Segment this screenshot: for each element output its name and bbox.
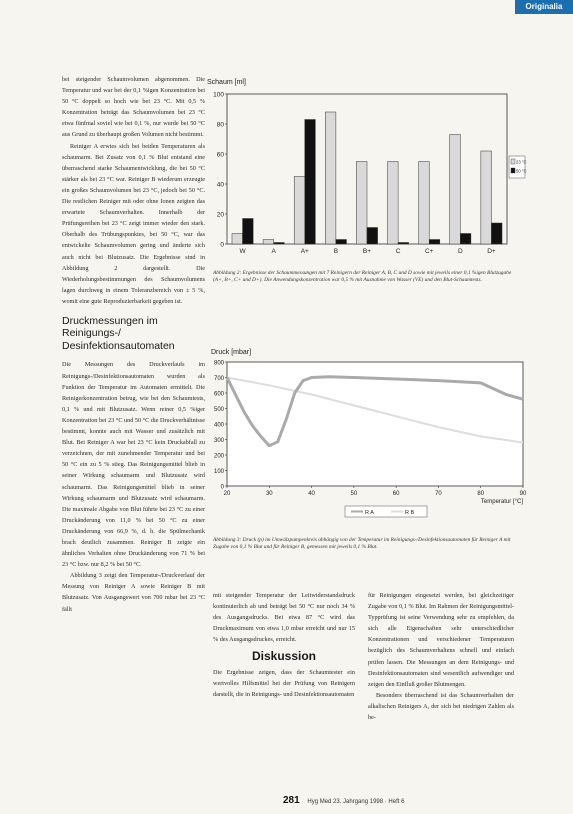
paragraph: bei steigender Schaumvolumen abgenommen. Die Temperatur und war bei der 0,1 %igen Konzentration bei 50 °C doppelt so hoch wie bei 23 °C. Mit 0,5 % Konzentration beträgt das Schaumvolumen bei 23 °C etwa fünfmal soviel wie bei 0,1 %, nur wurde bei 50 °C aus Grund zu überhaupt großen Volumen nicht bestimmt. [62, 76, 205, 139]
bar [419, 162, 430, 245]
bar [491, 223, 502, 244]
bar [429, 240, 440, 245]
x-tick-label: B+ [362, 248, 372, 255]
y-tick-label: 700 [213, 376, 224, 382]
figure-2-caption: Abbildung 2: Ergebnisse der Schaummessungen mit 7 Reinigern der Reiniger A, B, C und D sowie mit jeweils einer 0,1 %igen Blutzugabe (A+, B+, C+ und D+). Die Anwendungskonzentration war 0,5 % mit Ausnahme von Wasser (VE) und den Blut-Schaumtests. [213, 270, 512, 283]
bar [336, 240, 347, 245]
x-tick-label: B [333, 248, 339, 255]
x-axis-label: Temperatur [°C] [480, 499, 523, 505]
y-tick-label: 80 [216, 121, 224, 129]
legend-label: R B [405, 510, 415, 516]
bar [232, 234, 243, 245]
paragraph: Abbildung 3 zeigt den Temperatur-/Druckverlauf der Messung von Reiniger A sowie Reiniger B mit Blutzusatz. Von Ausgangswert von 700 mbar bei 23 °C fällt [62, 572, 205, 613]
paragraph: für Reinigungen eingesetzt werden, bei gleichzeitiger Zugabe von 0,1 % Blut. Im Rahmen der Reinigungsmittel-Typprüfung ist seine Verwendung sehr zu empfehlen, da sich alle Eigenschaften sehr unterschiedlicher Konzentrationen und verschiedener Temperaturen bezüglich des Schaumverhaltens schnell und einfach prüfen lassen. Die Messungen an dem Reinigungs- und Desinfektionsautomaten sind wesentlich aufwendiger und zeigen den Einfluß großer Blutmengen. [368, 592, 514, 688]
pressure-line-chart [205, 338, 535, 534]
x-tick-label: W [239, 248, 246, 255]
section-heading: Druckmessungen im Reinigungs-/ Desinfektionsautomaten [62, 314, 175, 352]
legend-label: 23 °C [516, 159, 527, 165]
x-tick-label: 60 [392, 491, 400, 497]
column-right [368, 590, 514, 723]
y-tick-label: 0 [220, 241, 224, 249]
bar [294, 177, 305, 245]
legend-swatch [511, 168, 515, 173]
plot-frame [227, 362, 523, 486]
bar [398, 243, 409, 245]
discussion-heading: Diskussion [251, 649, 317, 664]
x-tick-label: C [395, 248, 401, 255]
y-tick-label: 40 [216, 181, 224, 189]
y-tick-label: 400 [213, 422, 224, 429]
bar [356, 162, 367, 245]
x-tick-label: D+ [487, 248, 496, 255]
bar [388, 162, 399, 245]
legend-swatch [511, 159, 515, 164]
section-badge: Originalia [515, 0, 573, 14]
bar [274, 243, 285, 245]
y-tick-label: 800 [213, 360, 224, 367]
paragraph: Die Messungen des Druckverlaufs im Reinigungs-/Desinfektionsautomaten wurden als Funktion der Temperatur im Automaten ermittelt. Die Reinigerkonzentration betrug, wie bei den Schaumtests, 0,1 % und mit Blutzusatz. Wenn reiner 0,5 %iger Konzentration bei 23 °C und 50 °C die Druckverhältnisse bestimmt, konnte auch mit Wasser und zusätzlich mit Blut. Bei Reiniger A war bei 23 °C kein Druckabfall zu verzeichnen, der mit zunehmender Temperatur und bei 50 °C ein zu 5 % stieg. Das Reinigungsmittel blieb in seiner Wirkung schaumarm und Blutzusatz wird schaumarm. Das Reinigungsmittel blieb in seiner Wirkung schaumarm und Blutzusatz wird schaumarm. Die maximale Abgabe von Blut führte bei 23 °C zu einer Druckänderung von 11,0 % bei 50 °C zu einer Druckänderung von 66,9 %, d. h. die Spülmechanik brach deutlich zusammen. Reiniger B zeigte ein ähnliches Verhalten ohne Druckänderung von 71 % bei 23 °C bzw. nur 8,2 % bei 50 °C. [62, 361, 205, 569]
x-tick-label: 50 [350, 491, 358, 497]
paragraph: Die Ergebnisse zeigen, dass der Schaumtester ein wertvolles Hilfsmittel bei der Prüfung von Reinigern darstellt, die in Reinigungs- und Desinfektionsautomaten [213, 668, 355, 698]
x-tick-label: D [457, 248, 463, 255]
bar [263, 240, 274, 245]
x-tick-label: A [271, 248, 276, 255]
y-tick-label: 60 [216, 151, 224, 159]
x-tick-label: A+ [300, 248, 309, 255]
y-axis-label: Schaum [ml] [207, 79, 246, 86]
column-left [62, 74, 205, 615]
x-tick-label: 90 [519, 491, 527, 497]
column-middle [213, 590, 355, 700]
x-tick-label: 30 [265, 491, 273, 497]
bar [243, 219, 254, 245]
y-axis-label: Druck [mbar] [211, 349, 252, 356]
bar [481, 151, 492, 244]
paragraph: Reiniger A erwies sich bei beiden Temperaturen als schaumarm. Bei Zusatz von 0,1 % Blut entstand eine überraschend starke Schaumentwicklung, die bei 50 °C stärker als bei 23 °C war. Reiniger B wiederum erzeugte ein großes Schaumvolumen bei 23 °C, jedoch bei 50 °C. Die restlichen Reiniger mit oder ohne Ionen zeigten das erwartete Schaumverhalten. Innerhalb der Prüfungsreihen bei 23 °C zeigt immer wieder den stark. Oberhalb des Trübungspunktes, bei 50 °C, war das entwickelte Schaumvolumen gering und änderte sich auch nicht bei Blutzusatz. Die Ergebnisse sind in Abbildung 2 dargestellt. Die Wiederholungsbestimmungen des Schaumvolumens lagen durchweg in einem Toleranzbereich von ± 5 %, womit eine gute Reproduzierbarkeit gegeben ist. [62, 142, 205, 305]
legend-label: R A [365, 510, 374, 516]
bar [460, 234, 471, 245]
y-tick-label: 20 [216, 211, 224, 219]
bar [450, 135, 461, 245]
page-number: 281 [283, 795, 300, 806]
page-footer [283, 795, 404, 806]
x-tick-label: 40 [308, 491, 315, 497]
paragraph: mit steigender Temperatur der Leitwiderstandsdruck kontinuierlich ab und beträgt bei 50 °C nur noch 34 % des Ausgangsdrucks. Bei etwa 87 °C wird das Druckmaximum von etwa 1,0 mbar erreicht und nur 15 % des Ausgangsdruckes, erreicht. [213, 592, 355, 644]
bar [305, 120, 316, 245]
x-tick-label: 70 [435, 491, 442, 497]
x-tick-label: 20 [223, 491, 231, 497]
y-tick-label: 600 [213, 391, 224, 398]
figure-3-caption: Abbildung 3: Druck (p) im Umwälzpumpenkreis abhängig von der Temperatur im Reinigungs-/Desinfektionsautomaten für Reiniger A mit Zugabe von 0,1 % Blut und für Reiniger B, gemessen mit jeweils 0,1 % Blut. [213, 537, 511, 550]
paragraph: Besonders überraschend ist das Schaumverhalten der alkalischen Reinigers A, der sich bei niedrigen Zahlen als be- [368, 691, 514, 722]
journal-info: Hyg Med 23. Jahrgang 1998 · Heft 6 [307, 799, 405, 805]
bar [325, 112, 336, 244]
x-tick-label: C+ [424, 248, 434, 255]
y-tick-label: 300 [213, 438, 224, 444]
legend-label: 50 °C [516, 168, 527, 174]
y-tick-label: 200 [213, 453, 224, 460]
y-tick-label: 500 [213, 407, 224, 413]
bar [367, 228, 378, 245]
y-tick-label: 0 [220, 484, 224, 491]
x-tick-label: 80 [477, 491, 485, 497]
foam-volume-bar-chart [205, 72, 525, 272]
y-tick-label: 100 [213, 91, 224, 99]
y-tick-label: 100 [213, 469, 224, 475]
